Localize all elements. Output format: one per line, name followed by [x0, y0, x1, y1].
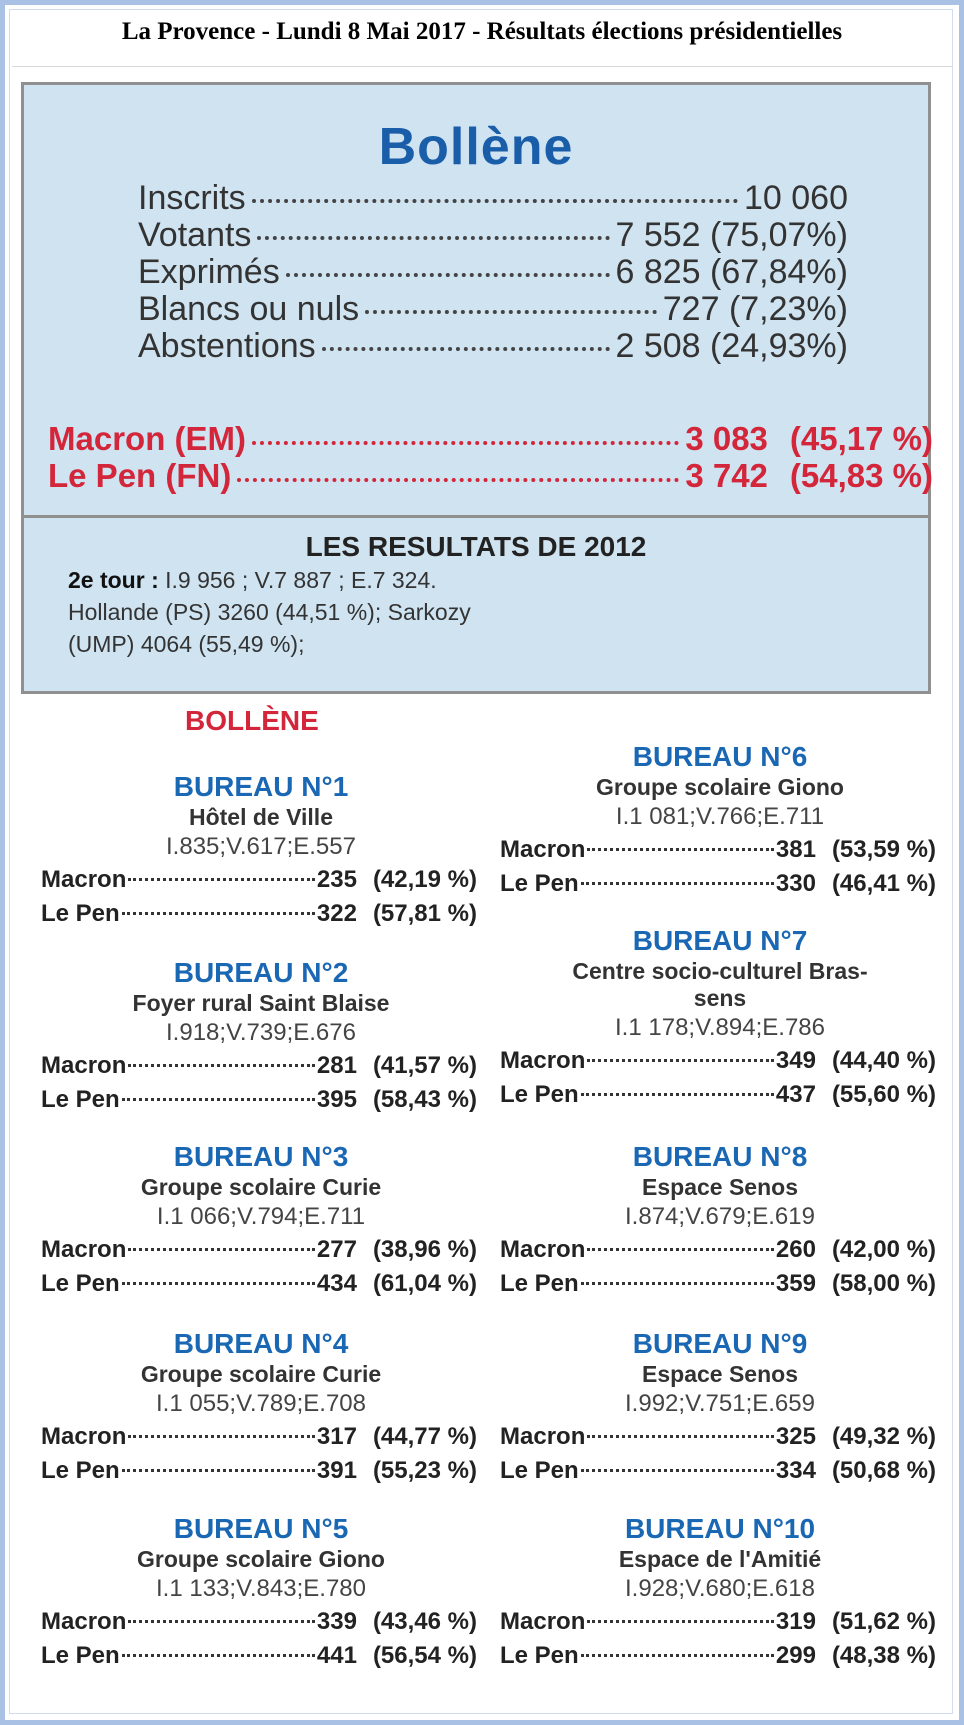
candidate-pct: (58,00 %): [831, 1270, 936, 1297]
candidate-pct: (49,32 %): [831, 1423, 936, 1450]
bureau-title: BUREAU N°4: [173, 1328, 349, 1359]
bureau-block: [41, 1327, 481, 1488]
candidate-pct: (54,83 %): [789, 457, 933, 494]
candidate-name: Macron: [500, 1047, 586, 1074]
candidate-pct: (58,43 %): [372, 1086, 477, 1113]
result-row: [41, 863, 481, 897]
candidate-name: Le Pen: [500, 1081, 579, 1108]
dot-leader: [322, 347, 610, 351]
result-row: [500, 1078, 940, 1112]
bureau-place: Espace Senos: [642, 1361, 798, 1387]
dot-leader: [581, 1654, 774, 1657]
result-row: [41, 1420, 481, 1454]
stat-row-votants: [138, 216, 848, 256]
dot-leader: [587, 1620, 774, 1623]
candidate-name: Macron: [41, 1423, 127, 1450]
section-label: BOLLÈNE: [185, 705, 319, 736]
dot-leader: [581, 1469, 774, 1472]
stat-row-inscrits: [138, 179, 848, 219]
bureau-place: Groupe scolaire Giono: [137, 1546, 385, 1572]
town-title: Bollène: [378, 118, 574, 176]
candidate-pct: (55,23 %): [372, 1457, 477, 1484]
bureau-stats: I.992;V.751;E.659: [625, 1390, 815, 1417]
bureau-stats: I.1 133;V.843;E.780: [156, 1575, 366, 1602]
candidate-name: Le Pen: [41, 1270, 120, 1297]
candidate-votes: 334: [775, 1457, 816, 1484]
results-2012-title: LES RESULTATS DE 2012: [305, 531, 647, 562]
bureau-title: BUREAU N°10: [624, 1513, 816, 1544]
candidate-name: Le Pen: [500, 870, 579, 897]
stat-value: 6 825 (67,84%): [615, 253, 848, 291]
bureau-title: BUREAU N°3: [173, 1141, 349, 1172]
dot-leader: [587, 1059, 774, 1062]
section-divider: [24, 515, 928, 518]
candidate-votes: 235: [316, 866, 357, 893]
candidate-votes: 359: [775, 1270, 816, 1297]
candidate-votes: 3 742: [685, 457, 768, 494]
bureau-title: BUREAU N°7: [632, 925, 808, 956]
results-2012-line: Hollande (PS) 3260 (44,51 %); Sarkozy: [68, 599, 471, 625]
page-title: La Provence - Lundi 8 Mai 2017 - Résultats élections présidentielles: [121, 18, 843, 45]
bureau-place: Groupe scolaire Curie: [140, 1361, 382, 1387]
bureau-place: Groupe scolaire Giono: [596, 774, 844, 800]
stat-label: Inscrits: [138, 179, 246, 217]
candidate-votes: 381: [775, 836, 816, 863]
candidate-name: Macron: [41, 1608, 127, 1635]
candidate-pct: (42,00 %): [831, 1236, 936, 1263]
result-row: [41, 1454, 481, 1488]
dot-leader: [122, 912, 315, 915]
bureau-block: [500, 924, 940, 1112]
bureau-title: BUREAU N°5: [173, 1513, 349, 1544]
dot-leader: [122, 1469, 315, 1472]
candidate-name: Macron: [500, 836, 586, 863]
dot-leader: [252, 441, 679, 445]
round-label: 2e tour :: [68, 567, 159, 593]
bureau-block: [41, 956, 481, 1117]
dot-leader: [257, 236, 609, 240]
bureau-block: [500, 1512, 940, 1673]
result-row: [41, 1267, 481, 1301]
candidate-name: Le Pen: [41, 1086, 120, 1113]
result-row: [41, 1233, 481, 1267]
result-row: [41, 1049, 481, 1083]
bureau-title: BUREAU N°8: [632, 1141, 808, 1172]
candidate-name: Le Pen (FN): [48, 457, 232, 494]
stat-row-blancs: [138, 290, 848, 330]
bureau-title: BUREAU N°2: [173, 957, 349, 988]
candidate-name: Macron: [500, 1236, 586, 1263]
stat-row-abstentions: [138, 327, 848, 367]
candidate-votes: 441: [316, 1642, 357, 1669]
candidate-pct: (56,54 %): [372, 1642, 477, 1669]
dot-leader: [365, 310, 657, 314]
stat-label: Abstentions: [138, 327, 316, 365]
candidate-pct: (51,62 %): [831, 1608, 936, 1635]
result-row: [500, 1233, 940, 1267]
candidate-votes: 277: [316, 1236, 357, 1263]
bureau-title: BUREAU N°6: [632, 741, 808, 772]
dot-leader: [237, 478, 679, 482]
dot-leader: [122, 1654, 315, 1657]
bureau-place: Groupe scolaire Curie: [140, 1174, 382, 1200]
candidate-votes: 299: [775, 1642, 816, 1669]
bureau-block: [41, 770, 481, 931]
bureau-stats: I.1 066;V.794;E.711: [156, 1203, 366, 1230]
candidate-pct: (48,38 %): [831, 1642, 936, 1669]
bureau-block: [500, 1327, 940, 1488]
candidate-name: Macron (EM): [48, 420, 246, 457]
dot-leader: [581, 882, 774, 885]
dot-leader: [128, 878, 315, 881]
result-row: [41, 1605, 481, 1639]
dot-leader: [128, 1248, 315, 1251]
candidate-row-lepen: [48, 457, 933, 501]
candidate-votes: 349: [775, 1047, 816, 1074]
candidate-pct: (44,77 %): [372, 1423, 477, 1450]
result-row: [500, 833, 940, 867]
result-row: [500, 1267, 940, 1301]
dot-leader: [587, 848, 774, 851]
result-row: [41, 1639, 481, 1673]
dot-leader: [128, 1620, 315, 1623]
candidate-name: Le Pen: [500, 1642, 579, 1669]
candidate-name: Le Pen: [41, 1642, 120, 1669]
candidate-votes: 3 083: [685, 420, 768, 457]
candidate-votes: 395: [316, 1086, 357, 1113]
results-2012-round: [68, 567, 898, 594]
candidate-name: Macron: [41, 1052, 127, 1079]
stat-value: 10 060: [744, 179, 848, 217]
bureau-stats: I.835;V.617;E.557: [166, 833, 356, 860]
candidate-pct: (42,19 %): [372, 866, 477, 893]
bureau-place: Hôtel de Ville: [188, 804, 333, 830]
stat-value: 2 508 (24,93%): [615, 327, 848, 365]
candidate-votes: 339: [316, 1608, 357, 1635]
dot-leader: [122, 1282, 315, 1285]
stat-label: Blancs ou nuls: [138, 290, 360, 328]
bureau-place: Espace Senos: [642, 1174, 798, 1200]
dot-leader: [286, 273, 610, 277]
candidate-pct: (57,81 %): [372, 900, 477, 927]
bureau-title: BUREAU N°1: [173, 771, 349, 802]
candidate-pct: (41,57 %): [372, 1052, 477, 1079]
bureau-stats: I.1 081;V.766;E.711: [615, 803, 825, 830]
stat-value: 7 552 (75,07%): [615, 216, 848, 254]
stat-label: Votants: [138, 216, 252, 254]
bureau-place: Espace de l'Amitié: [618, 1546, 822, 1572]
candidate-votes: 319: [775, 1608, 816, 1635]
result-row: [41, 897, 481, 931]
candidate-votes: 391: [316, 1457, 357, 1484]
bureau-title: BUREAU N°9: [632, 1328, 808, 1359]
candidate-votes: 317: [316, 1423, 357, 1450]
dot-leader: [128, 1064, 315, 1067]
candidate-votes: 322: [316, 900, 357, 927]
candidate-votes: 437: [775, 1081, 816, 1108]
candidate-name: Le Pen: [41, 900, 120, 927]
bureau-block: [500, 1140, 940, 1301]
dot-leader: [252, 199, 738, 203]
candidate-pct: (55,60 %): [831, 1081, 936, 1108]
bureau-stats: I.928;V.680;E.618: [625, 1575, 815, 1602]
dot-leader: [587, 1248, 774, 1251]
result-row: [500, 1454, 940, 1488]
bureau-stats: I.1 055;V.789;E.708: [156, 1390, 366, 1417]
candidate-votes: 281: [316, 1052, 357, 1079]
candidate-pct: (45,17 %): [789, 420, 933, 457]
candidate-pct: (44,40 %): [831, 1047, 936, 1074]
candidate-name: Le Pen: [41, 1457, 120, 1484]
candidate-pct: (53,59 %): [831, 836, 936, 863]
result-row: [500, 1044, 940, 1078]
bureau-block: [500, 740, 940, 901]
bureau-place: Foyer rural Saint Blaise: [132, 990, 390, 1016]
candidate-name: Macron: [41, 866, 127, 893]
round-stats: I.9 956 ; V.7 887 ; E.7 324.: [165, 567, 437, 593]
candidate-votes: 325: [775, 1423, 816, 1450]
result-row: [41, 1083, 481, 1117]
bureau-block: [41, 1512, 481, 1673]
dot-leader: [581, 1093, 774, 1096]
stat-row-exprimes: [138, 253, 848, 293]
stat-label: Exprimés: [138, 253, 280, 291]
candidate-pct: (43,46 %): [372, 1608, 477, 1635]
candidate-pct: (61,04 %): [372, 1270, 477, 1297]
stat-value: 727 (7,23%): [662, 290, 848, 328]
candidate-name: Le Pen: [500, 1457, 579, 1484]
candidate-pct: (38,96 %): [372, 1236, 477, 1263]
candidate-name: Macron: [500, 1608, 586, 1635]
bureau-stats: I.1 178;V.894;E.786: [615, 1014, 825, 1041]
candidate-votes: 330: [775, 870, 816, 897]
candidate-pct: (50,68 %): [831, 1457, 936, 1484]
result-row: [500, 867, 940, 901]
bureau-block: [41, 1140, 481, 1301]
candidate-name: Macron: [41, 1236, 127, 1263]
candidate-pct: (46,41 %): [831, 870, 936, 897]
bureau-stats: I.918;V.739;E.676: [166, 1019, 356, 1046]
bureau-stats: I.874;V.679;E.619: [625, 1203, 815, 1230]
candidate-votes: 434: [316, 1270, 357, 1297]
candidate-votes: 260: [775, 1236, 816, 1263]
result-row: [500, 1420, 940, 1454]
bureau-place: Centre socio-culturel Bras-sens: [572, 958, 868, 1011]
candidate-name: Le Pen: [500, 1270, 579, 1297]
results-2012-line: (UMP) 4064 (55,49 %);: [68, 631, 305, 657]
dot-leader: [581, 1282, 774, 1285]
result-row: [500, 1605, 940, 1639]
candidate-name: Macron: [500, 1423, 586, 1450]
dot-leader: [587, 1435, 774, 1438]
dot-leader: [122, 1098, 315, 1101]
result-row: [500, 1639, 940, 1673]
summary-box: [21, 82, 931, 694]
header-divider: [12, 66, 952, 67]
dot-leader: [128, 1435, 315, 1438]
